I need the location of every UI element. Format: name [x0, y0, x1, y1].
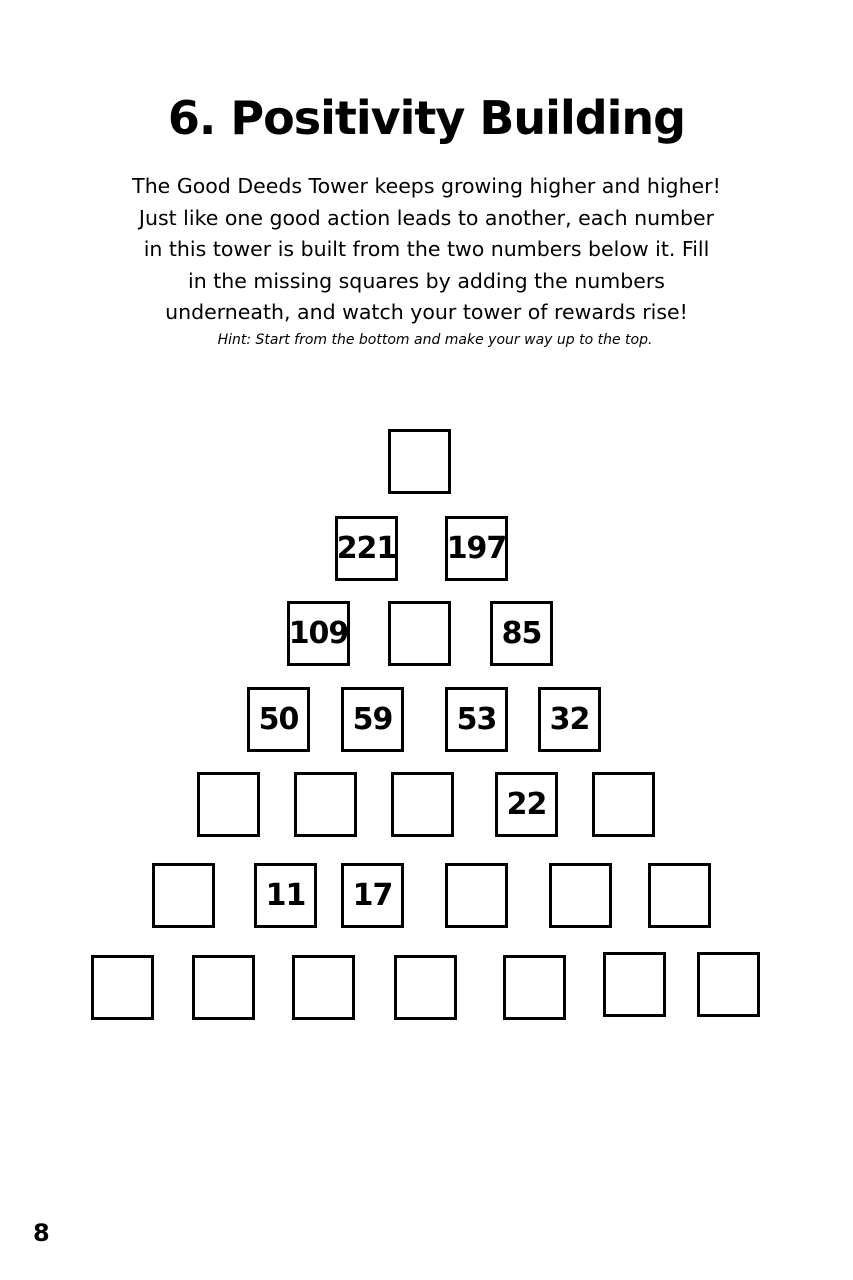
tower-cell-empty[interactable]: [391, 772, 454, 837]
tower-cell-empty[interactable]: [445, 863, 508, 928]
tower-cell[interactable]: 17: [341, 863, 404, 928]
tower-cell[interactable]: [603, 952, 666, 1017]
tower-cell[interactable]: 109: [287, 601, 350, 666]
tower-cell[interactable]: 11: [254, 863, 317, 928]
instructions-line: The Good Deeds Tower keeps growing higher and higher!: [132, 174, 721, 198]
page-title: 6. Positivity Building: [167, 91, 686, 145]
tower-cell-empty[interactable]: [648, 863, 711, 928]
tower-cell[interactable]: 59: [341, 687, 404, 752]
tower-cell-empty[interactable]: [152, 863, 215, 928]
tower-cell-empty[interactable]: [592, 772, 655, 837]
instructions: [110, 171, 743, 329]
tower-cell[interactable]: [394, 955, 457, 1020]
tower-cell[interactable]: [91, 955, 154, 1020]
tower-cell[interactable]: 22: [495, 772, 558, 837]
tower-cell-empty[interactable]: [388, 429, 451, 494]
tower-cell-empty[interactable]: [388, 601, 451, 666]
tower-cell-empty[interactable]: [294, 772, 357, 837]
instructions-line: underneath, and watch your tower of rewards rise!: [165, 300, 688, 324]
instructions-line: in the missing squares by adding the numbers: [188, 268, 665, 293]
tower-cell-empty[interactable]: [292, 955, 355, 1020]
page-number: 8: [33, 1219, 50, 1247]
tower-cell[interactable]: 50: [247, 687, 310, 752]
tower-cell[interactable]: [192, 955, 255, 1020]
tower-cell[interactable]: [503, 955, 566, 1020]
tower-cell[interactable]: 53: [445, 687, 508, 752]
instructions-line: in this tower is built from the two numbers below it. Fill: [143, 237, 710, 261]
tower-cell[interactable]: 197: [445, 516, 508, 581]
tower-cell[interactable]: 85: [490, 601, 553, 666]
tower-cell-empty[interactable]: [549, 863, 612, 928]
instructions-line: Just like one good action leads to another, each number: [138, 205, 715, 230]
tower-cell[interactable]: 32: [538, 687, 601, 752]
tower-cell-empty[interactable]: [197, 772, 260, 837]
tower-cell-empty[interactable]: [697, 952, 760, 1017]
hint-text: Hint: Start from the bottom and make your way up to the top.: [217, 332, 653, 348]
tower-cell[interactable]: 221: [335, 516, 398, 581]
